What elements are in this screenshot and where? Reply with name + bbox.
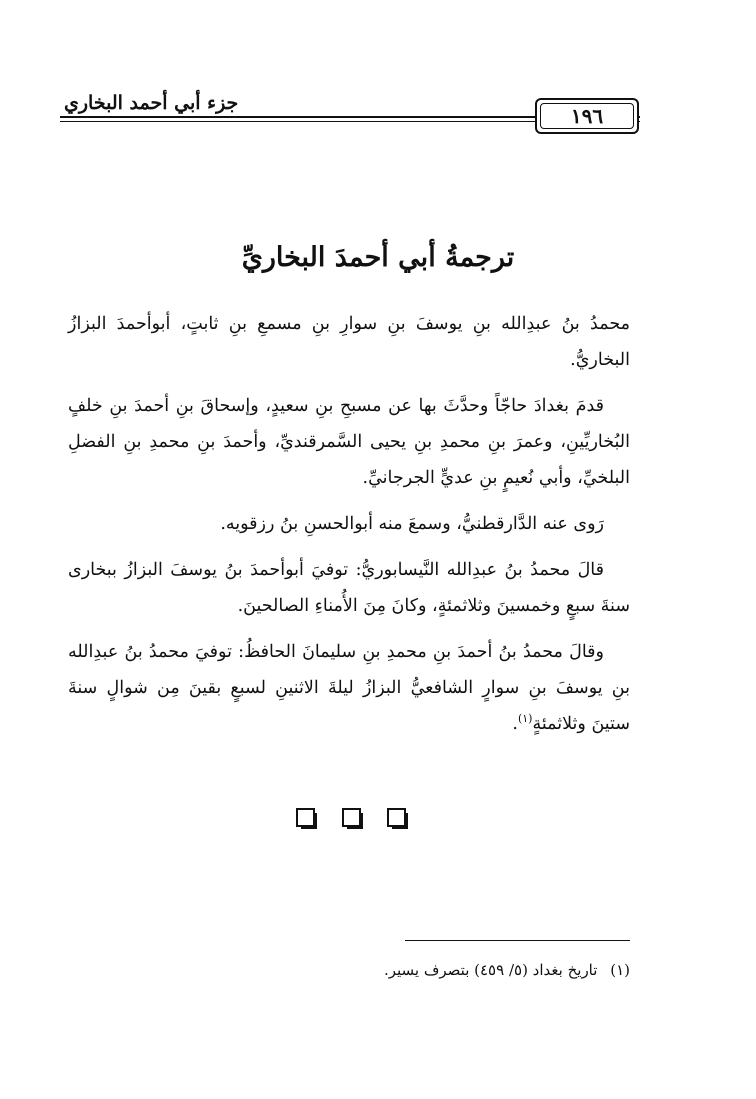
paragraph-teachers: قدمَ بغدادَ حاجّاً وحدَّثَ بها عن مسبحِ بنِ سعيدٍ، وإسحاقَ بنِ أحمدَ بنِ خلفٍ البُخاريِّينِ، وعمرَ بنِ محمدِ بنِ يحيى السَّمرقنديِّ، وأحمدَ بنِ محمدِ بنِ الفضلِ البلخيِّ، وأبي نُعيمٍ بنِ عديٍّ الجرجانيِّ. [68, 396, 630, 488]
paragraph-students: رَوى عنه الدَّارقطنيُّ، وسمعَ منه أبوالحسنِ بنُ رزقويه. [220, 514, 604, 534]
running-book-title: جزء أبي أحمد البخاري [60, 92, 242, 114]
footnote-reference[interactable]: (١) [517, 712, 533, 726]
page-number-frame [535, 98, 639, 134]
ornament-square-icon [296, 808, 315, 827]
section-ornament [296, 808, 406, 832]
paragraph-death-hafiz [68, 634, 630, 742]
footnote-text: تاريخ بغداد (٥/ ٤٥٩) بتصرف يسير. [383, 961, 598, 979]
paragraph-name: محمدُ بنُ عبدِالله بنِ يوسفَ بنِ سوارِ بنِ مسمعِ بنِ ثابتٍ، أبوأحمدَ البزازُ البخاريُّ. [68, 314, 630, 370]
footnote-number: (١) [610, 961, 630, 979]
paragraph-death-hafiz-text: وقالَ محمدُ بنُ أحمدَ بنِ محمدِ بنِ سليمانَ الحافظُ: توفيَ محمدُ بنُ عبدِالله بنِ يوسفَ بنِ سوارٍ الشافعيُّ البزازُ ليلةَ الاثنينِ لسبعٍ بقينَ مِن شوالٍ سنةَ ستينَ وثلاثمئةٍ [68, 642, 630, 734]
paragraph-death-naysaburi: قالَ محمدُ بنُ عبدِالله النَّيسابوريُّ: توفيَ أبوأحمدَ بنُ يوسفَ البزازُ ببخارى سنةَ سبعٍ وخمسينَ وثلاثمئةٍ، وكانَ مِنَ الأُمناءِ الصالحينَ. [68, 560, 630, 616]
footnote [68, 958, 630, 982]
footnote-divider [405, 940, 630, 941]
ornament-square-icon [342, 808, 361, 827]
final-period: . [512, 714, 518, 734]
chapter-title: ترجمةُ أبي أحمدَ البخاريِّ [241, 242, 515, 273]
page-header [60, 90, 640, 130]
body-text [68, 306, 630, 752]
page-number: ١٩٦ [570, 104, 604, 128]
ornament-square-icon [387, 808, 406, 827]
